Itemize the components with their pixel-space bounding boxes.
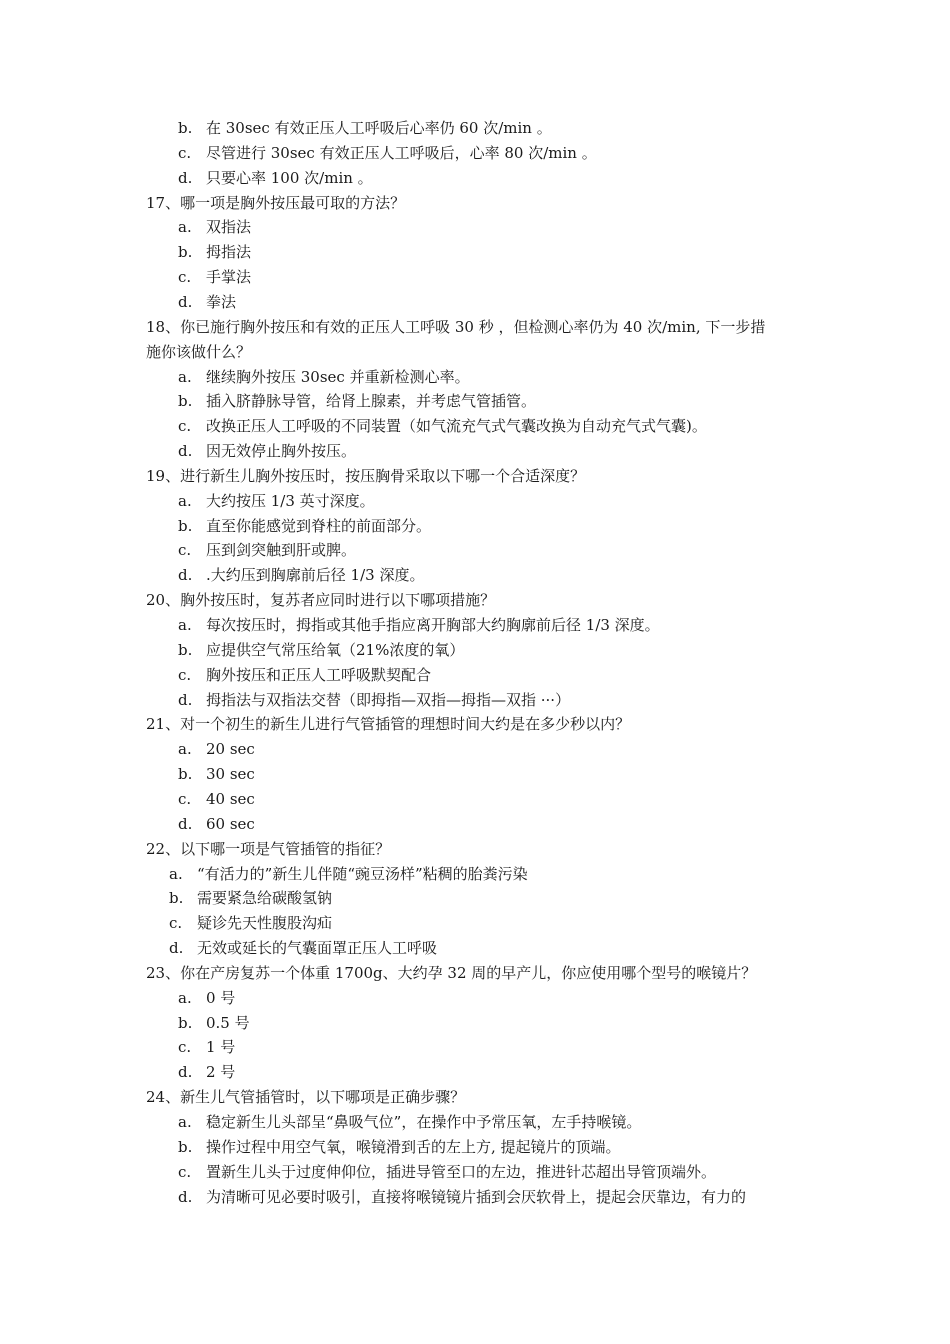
option-line <box>178 168 373 188</box>
option-letter: d. <box>178 566 193 585</box>
option-line <box>178 118 552 138</box>
option-line <box>178 988 235 1008</box>
option-text: 改换正压人工呼吸的不同装置（如气流充气式气囊改换为自动充气式气囊)。 <box>206 417 707 436</box>
option-line <box>169 888 332 908</box>
option-text: 应提供空气常压给氧（21%浓度的氧） <box>206 640 465 659</box>
option-line <box>178 367 470 387</box>
option-letter: b. <box>178 392 193 411</box>
option-line <box>178 1062 235 1082</box>
option-letter: a. <box>178 616 192 634</box>
option-text: 拳法 <box>206 292 237 311</box>
option-text: 2 号 <box>206 1063 236 1082</box>
option-letter: c. <box>178 143 192 162</box>
option-text: 0.5 号 <box>206 1013 250 1032</box>
option-text: 1 号 <box>206 1038 236 1057</box>
option-text: 直至你能感觉到脊柱的前面部分。 <box>206 516 432 535</box>
option-letter: a. <box>178 1113 192 1131</box>
option-letter: c. <box>178 665 192 684</box>
option-line <box>178 789 255 809</box>
option-letter: c. <box>169 914 183 933</box>
option-text: 置新生儿头于过度伸仰位，插进导管至口的左边，推进针芯超出导管顶端外。 <box>206 1162 717 1181</box>
option-text: 40 sec <box>206 789 255 808</box>
option-line <box>178 143 597 163</box>
option-letter: c. <box>178 541 192 560</box>
option-letter: a. <box>178 988 192 1007</box>
option-letter: c. <box>178 1038 192 1057</box>
option-letter: b. <box>178 243 193 262</box>
option-letter: d. <box>178 168 193 187</box>
option-line <box>169 913 332 933</box>
option-line <box>178 1013 250 1033</box>
option-line <box>178 640 464 660</box>
option-text: 继续胸外按压 30sec 并重新检测心率。 <box>206 367 470 386</box>
option-text: 稳定新生儿头部呈“鼻吸气位”，在操作中予常压氧，左手持喉镜。 <box>206 1113 642 1131</box>
option-letter: b. <box>178 1013 193 1032</box>
option-letter: a. <box>178 740 192 759</box>
option-letter: c. <box>178 789 192 808</box>
option-text: 手掌法 <box>206 268 252 287</box>
option-letter: a. <box>178 367 192 386</box>
option-line <box>178 217 251 237</box>
option-text: 压到剑突触到肝或脾。 <box>206 541 357 560</box>
option-letter: b. <box>178 516 193 535</box>
option-line <box>178 491 375 511</box>
question-line: 23、你在产房复苏一个体重 1700g、大约孕 32 周的早产儿，你应使用哪个型号的喉镜片？ <box>146 963 757 982</box>
option-text: 操作过程中用空气氧，喉镜滑到舌的左上方, 提起镜片的顶端。 <box>206 1137 621 1156</box>
option-text: 60 sec <box>206 814 255 833</box>
option-text: 在 30sec 有效正压人工呼吸后心率仍 60 次/min 。 <box>206 119 552 137</box>
option-line <box>178 1137 621 1157</box>
option-line <box>178 242 251 262</box>
option-line <box>178 690 570 710</box>
option-letter: d. <box>178 1063 193 1082</box>
option-text: 0 号 <box>206 988 236 1007</box>
option-letter: b. <box>178 765 193 784</box>
option-letter: a. <box>169 864 183 883</box>
option-letter: b. <box>178 640 193 659</box>
option-line <box>178 267 251 287</box>
question-line: 21、对一个初生的新生儿进行气管插管的理想时间大约是在多少秒以内？ <box>146 715 631 734</box>
option-letter: a. <box>178 218 192 237</box>
option-text: 20 sec <box>206 740 255 759</box>
question-line: 施你该做什么？ <box>146 342 252 361</box>
option-text: 大约按压 1/3 英寸深度。 <box>206 491 375 510</box>
option-text: 尽管进行 30sec 有效正压人工呼吸后，心率 80 次/min 。 <box>206 143 597 162</box>
option-line <box>169 864 528 884</box>
option-text: 因无效停止胸外按压。 <box>206 442 357 461</box>
option-line <box>178 565 424 585</box>
option-text: 需要紧急给碳酸氢钠 <box>197 889 333 908</box>
option-line <box>178 665 431 685</box>
option-letter: c. <box>178 417 192 436</box>
option-line <box>178 814 255 834</box>
question-line: 22、以下哪一项是气管插管的指征？ <box>146 839 391 858</box>
option-letter: c. <box>178 268 192 287</box>
option-text: 疑诊先天性腹股沟疝 <box>197 914 333 933</box>
option-letter: b. <box>178 119 193 137</box>
option-text: 拇指法 <box>206 243 252 262</box>
option-text: 无效或延长的气囊面罩正压人工呼吸 <box>197 939 438 958</box>
option-letter: b. <box>169 889 184 908</box>
option-line <box>178 540 356 560</box>
option-line <box>169 938 437 958</box>
option-letter: c. <box>178 1162 192 1181</box>
question-line: 24、新生儿气管插管时，以下哪项是正确步骤？ <box>146 1088 466 1107</box>
question-line: 20、胸外按压时，复苏者应同时进行以下哪项措施？ <box>146 591 496 610</box>
option-letter: d. <box>169 939 184 958</box>
question-line: 18、你已施行胸外按压和有效的正压人工呼吸 30 秒 ，但检测心率仍为 40 次/min, 下一步措 <box>146 317 766 336</box>
option-letter: d. <box>178 814 193 833</box>
question-line: 19、进行新生儿胸外按压时，按压胸骨采取以下哪一个合适深度？ <box>146 466 586 485</box>
option-letter: d. <box>178 442 193 461</box>
option-text: 只要心率 100 次/min 。 <box>206 168 373 187</box>
option-text: 胸外按压和正压人工呼吸默契配合 <box>206 665 432 684</box>
option-text: 双指法 <box>206 218 252 237</box>
option-text: 拇指法与双指法交替（即拇指—双指—拇指—双指 ···） <box>206 690 571 709</box>
option-line <box>178 416 707 436</box>
option-letter: a. <box>178 491 192 510</box>
option-text: 30 sec <box>206 765 255 784</box>
option-text: 插入脐静脉导管，给肾上腺素，并考虑气管插管。 <box>206 392 537 411</box>
option-line <box>178 615 660 635</box>
option-line <box>178 391 536 411</box>
option-line <box>178 739 255 759</box>
option-line <box>178 292 236 312</box>
option-text: .大约压到胸廓前后径 1/3 深度。 <box>206 566 425 585</box>
option-letter: b. <box>178 1137 193 1156</box>
option-letter: d. <box>178 292 193 311</box>
option-line <box>178 516 431 536</box>
option-line <box>178 1162 716 1182</box>
question-line: 17、哪一项是胸外按压最可取的方法？ <box>146 193 406 212</box>
option-line <box>178 764 255 784</box>
option-letter: d. <box>178 690 193 709</box>
option-line <box>178 1037 235 1057</box>
option-text: 每次按压时，拇指或其他手指应离开胸部大约胸廓前后径 1/3 深度。 <box>206 616 660 634</box>
option-line <box>178 441 356 461</box>
option-line <box>178 1187 746 1207</box>
option-text: 为清晰可见必要时吸引，直接将喉镜镜片插到会厌软骨上，提起会厌靠边，有力的 <box>206 1187 747 1206</box>
option-text: “有活力的”新生儿伴随“豌豆汤样”粘稠的胎粪污染 <box>197 864 528 883</box>
option-line <box>178 1112 641 1132</box>
option-letter: d. <box>178 1187 193 1206</box>
